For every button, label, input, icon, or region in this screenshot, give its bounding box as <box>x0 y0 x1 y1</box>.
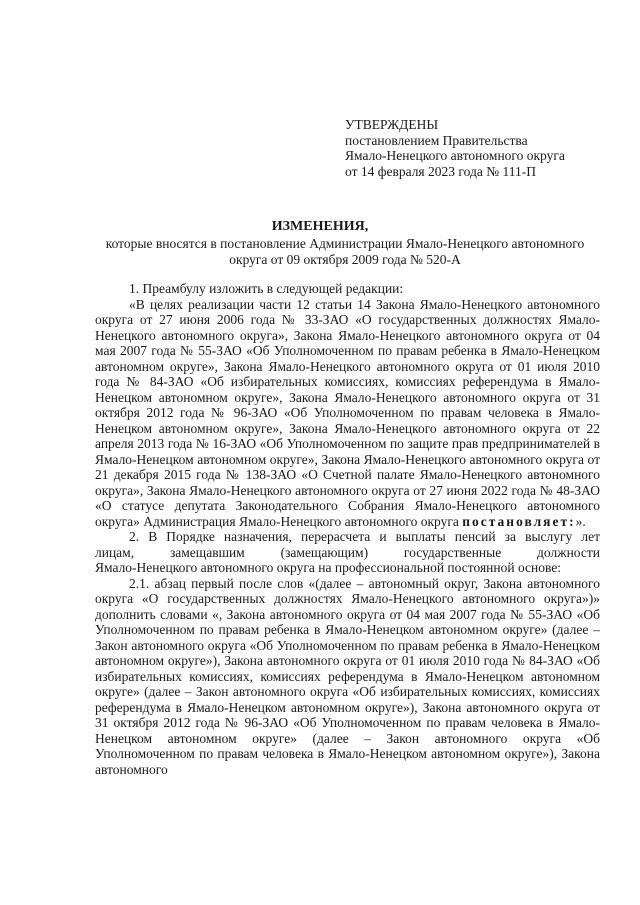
approval-line-3: от 14 февраля 2023 года № 111-П <box>345 163 536 179</box>
approval-heading: УТВЕРЖДЕНЫ <box>345 117 439 132</box>
subtitle-line-2: округа от 09 октября 2009 года № 520-А <box>229 251 461 267</box>
item-1: 1. Преамбулу изложить в следующей редакции: <box>129 281 404 296</box>
subtitle-line-1: которые вносятся в постановление Администрации Ямало-Ненецкого автономного <box>105 236 585 251</box>
approval-line-1: постановлением Правительства <box>345 132 528 148</box>
document-body <box>95 281 600 777</box>
approval-line-2: Ямало-Ненецкого автономного округа <box>345 148 565 163</box>
item-2-1-paragraph: 2.1. абзац первый после слов «(далее – автономный округ, Закона автономного округа «О государственных должностях Ямало-Ненецкого автономного округа»)» дополнить словами «, Закона автономного округа от 04 мая 2007 года № 55-ЗАО «Об Уполномоченном по правам ребенка в Ямало-Ненецком автономном округе» (далее – Закон автономного округа «Об Уполномоченном по правам ребенка в Ямало-Ненецком автономном округе»), Закона автономного округа от 01 июля 2010 года № 84-ЗАО «Об избирательных комиссиях, комиссиях референдума в Ямало-Ненецком автономном округе» (далее – Закон автономного округа «Об избирательных комиссиях, комиссиях референдума в Ямало-Ненецком автономном округе»), Закона автономного округа от 31 октября 2012 года № 96-ЗАО «Об Уполномоченном по правам человека в Ямало-Ненецком автономном округе» (далее – Закон автономного округа «Об Уполномоченном по правам человека в Ямало-Ненецком автономном округе»), Закона автономного <box>95 575 600 777</box>
preamble-end: ». <box>575 513 586 529</box>
document-subtitle <box>95 236 595 267</box>
preamble-paragraph <box>95 297 600 530</box>
item-2-line-3: Ямало-Ненецкого автономного округа на профессиональной постоянной основе: <box>95 560 562 575</box>
preamble-text: «В целях реализации части 12 статьи 14 Закона Ямало-Ненецкого автономного округа от 27 июня 2006 года № 33-ЗАО «О государственных должностях Ямало-Ненецкого автономного округа», Закона Ямало-Ненецкого автономного округа от 04 мая 2007 года № 55-ЗАО «Об Уполномоченном по правам ребенка в Ямало-Ненецком автономном округе», Закона Ямало-Ненецкого автономного округа от 01 июля 2010 года № 84-ЗАО «Об избирательных комиссиях, комиссиях референдума в Ямало-Ненецком автономном округе», Закона Ямало-Ненецкого автономного округа от 31 октября 2012 года № 96-ЗАО «Об Уполномоченном по правам человека в Ямало-Ненецком автономном округе», Закона Ямало-Ненецкого автономного округа от 22 апреля 2013 года № 16-ЗАО «Об Уполномоченном по защите прав предпринимателей в Ямало-Ненецком автономном округе», Закона Ямало-Ненецкого автономного округа от 21 декабря 2015 года № 138-ЗАО «О Счетной палате Ямало-Ненецкого автономного округа», Закона Ямало-Ненецкого автономного округа от 27 июня 2022 года № 48-ЗАО «О статусе депутата Законодательного Собрания Ямало-Ненецкого автономного округа» Администрация Ямало-Ненецкого автономного округа <box>95 296 600 529</box>
item-2-line-2: лицам, замещавшим (замещающим) государственные должности <box>95 544 600 560</box>
approval-block <box>345 117 615 179</box>
item-2-line-1: 2. В Порядке назначения, перерасчета и выплаты пенсий за выслугу лет <box>129 529 600 544</box>
preamble-verb: постановляет: <box>462 513 576 529</box>
document-title: ИЗМЕНЕНИЯ, <box>271 219 369 234</box>
